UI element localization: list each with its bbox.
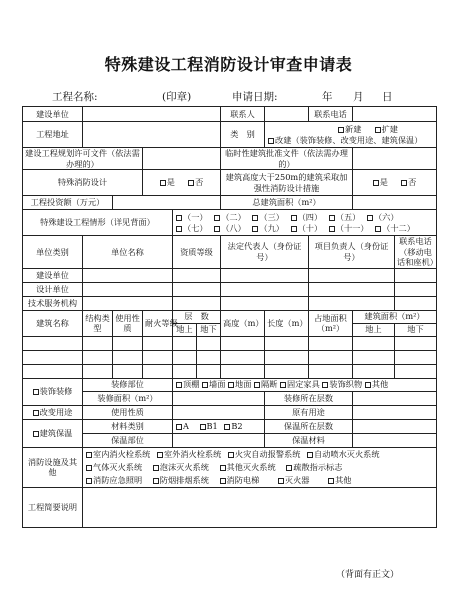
deco-other-checkbox[interactable] [365,382,371,388]
qualification-header: 资质等级 [173,236,221,269]
ins-part-field[interactable] [173,433,265,447]
area-above-header: 地上 [353,323,395,336]
foam-extinguish-checkbox[interactable] [153,465,159,471]
deco-part-label: 装修部位 [83,378,173,391]
build-unit-lead-field[interactable] [309,268,395,282]
gas-extinguish-label: 气体灭火系统 [93,461,143,472]
build-unit-rep-field[interactable] [221,268,309,282]
fabric-checkbox[interactable] [322,382,328,388]
fire-alarm-label: 火灾自动报警系统 [234,448,301,459]
special-yes-checkbox[interactable] [160,180,166,186]
cond-8-label: （八） [221,222,246,233]
floors-below-header: 地下 [197,323,221,336]
floor-area-header: 建筑面积（m²） [353,310,437,323]
cond-9-label: （九） [259,222,284,233]
build-unit-field[interactable] [83,107,221,122]
build-unit-qual-field[interactable] [173,268,221,282]
height-no-label: 否 [408,177,417,188]
structure-type-header: 结构类型 [83,310,113,336]
sprinkler-checkbox[interactable] [307,452,313,458]
bldg-name-header: 建筑名称 [23,310,83,336]
temp-permit-field[interactable] [353,148,437,170]
length-header: 长度（m） [265,310,309,336]
contact-phone-field[interactable] [353,107,437,122]
deco-other-label: 其他 [371,379,389,390]
floor-label: 地面 [235,379,252,390]
cond-12-label: （十二） [382,222,415,233]
emergency-light-label: 消防应急照明 [93,474,143,485]
floors-header: 层 数 [173,310,221,323]
material-cat-label: 材料类别 [83,419,173,433]
extinguisher-label: 灭火器 [284,474,310,485]
cond-7-checkbox[interactable] [176,226,182,232]
mat-b2-checkbox[interactable] [224,424,230,430]
design-unit-rep-field[interactable] [221,282,309,296]
brief-field[interactable] [83,487,437,527]
height-measure-options [353,170,437,196]
wall-label: 墙面 [209,379,226,390]
height-yes-checkbox[interactable] [373,180,379,186]
cond-7-label: （七） [183,222,208,233]
fire-rating-cell[interactable] [143,364,173,378]
fire-facilities-label: 消防设施及其他 [23,447,83,487]
ins-floor-field[interactable] [353,419,437,433]
cond-2-checkbox[interactable] [214,215,220,221]
tech-service-row-label: 技术服务机构 [23,296,83,310]
contact-phone-label: 联系电话 [309,107,353,122]
application-form [22,106,437,528]
evac-sign-label: 疏散指示标志 [293,461,343,472]
design-unit-phone-field[interactable] [395,282,437,296]
structure-type-cell[interactable] [83,350,113,364]
usage-nature-header: 使用性质 [113,310,143,336]
fire-facilities-options [83,447,437,487]
floors-above-header: 地上 [173,323,197,336]
deco-floor-label: 装修所在层数 [265,391,353,405]
cond-3-checkbox[interactable] [252,215,258,221]
height-yes-label: 是 [379,177,388,188]
page-title: 特殊建设工程消防设计审查申请表 [104,55,353,74]
cond-2-label: （二） [221,212,246,222]
height-measure-label: 建筑高度大于250m的建筑采取加强性消防设计措施 [221,170,353,196]
special-yes-label: 是 [166,177,175,188]
insulation-checkbox[interactable] [33,431,39,437]
mat-a-label: A [183,420,189,431]
address-label: 工程地址 [23,122,83,148]
footprint-header: 占地面积（m²） [309,310,353,336]
height-header: 高度（m） [221,310,265,336]
gas-extinguish-checkbox[interactable] [86,465,92,471]
situation-options [173,210,437,236]
furniture-label: 固定家具 [287,379,320,390]
temp-permit-label: 临时性建筑批准文件（依法需办理的） [221,148,353,170]
tech-service-qual-field[interactable] [173,296,221,310]
tech-service-name-field[interactable] [83,296,173,310]
bldg-name-cell[interactable] [23,336,83,350]
insulation-section [23,419,83,447]
mat-b1-checkbox[interactable] [200,424,206,430]
cond-1-label: （一） [183,212,208,222]
fac-other-checkbox[interactable] [328,478,334,484]
length-cell[interactable] [265,364,309,378]
cond-4-label: （四） [297,212,323,222]
height-cell[interactable] [221,336,265,350]
footprint-cell[interactable] [309,364,353,378]
change-use-checkbox[interactable] [33,410,39,416]
indoor-hydrant-label: 室内消火栓系统 [93,448,151,459]
contact-label: 联系人 [221,107,265,122]
legal-rep-header: 法定代表人（身份证号） [221,236,309,269]
length-cell[interactable] [265,350,309,364]
area-below-header: 地下 [395,323,437,336]
floors-above-cell[interactable] [173,336,197,350]
phone-header: 联系电话（移动电话和座机） [395,236,437,269]
total-area-field[interactable] [353,196,437,210]
mat-a-checkbox[interactable] [176,424,182,430]
tech-service-phone-field[interactable] [395,296,437,310]
situation-label: 特殊建设工程情形（详见背面） [23,210,173,236]
apply-date-label: 申请日期: [232,91,278,103]
brief-label: 工程简要说明 [23,487,83,527]
ceiling-checkbox[interactable] [176,382,182,388]
other-extinguish-checkbox[interactable] [220,465,226,471]
height-no-checkbox[interactable] [401,180,407,186]
floors-above-cell[interactable] [173,350,197,364]
investment-label: 工程投资额（万元） [23,196,113,210]
build-unit-name-field[interactable] [83,268,173,282]
fire-alarm-checkbox[interactable] [228,452,234,458]
change-use-label: 改变用途 [39,406,73,417]
special-design-label: 特殊消防设计 [23,170,143,196]
day-label: 日 [382,91,393,103]
height-cell[interactable] [221,350,265,364]
bldg-name-cell[interactable] [23,364,83,378]
cond-12-checkbox[interactable] [375,226,381,232]
length-cell[interactable] [265,336,309,350]
floors-above-cell[interactable] [173,364,197,378]
outdoor-hydrant-checkbox[interactable] [157,452,163,458]
deco-floor-field[interactable] [353,391,437,405]
build-unit-phone-field[interactable] [395,268,437,282]
contact-field[interactable] [265,107,309,122]
ins-material-label: 保温材料 [265,433,353,447]
new-label: 新建 [345,124,362,134]
smoke-exhaust-label: 防烟排烟系统 [159,474,209,485]
expand-label: 扩建 [381,124,398,134]
foam-extinguish-label: 泡沫灭火系统 [159,461,209,472]
use-nature-field[interactable] [173,405,265,419]
emergency-light-checkbox[interactable] [86,478,92,484]
insulation-label: 建筑保温 [39,427,73,438]
floor-checkbox[interactable] [228,382,234,388]
bldg-name-cell[interactable] [23,350,83,364]
original-use-field[interactable] [353,405,437,419]
floors-below-cell[interactable] [197,336,221,350]
decoration-section [23,378,83,405]
floors-below-cell[interactable] [197,364,221,378]
usage-nature-cell[interactable] [113,364,143,378]
renovate-label: 改建（装饰装修、改变用途、建筑保温） [275,134,423,145]
fire-rating-cell[interactable] [143,336,173,350]
wall-checkbox[interactable] [202,382,208,388]
structure-type-cell[interactable] [83,364,113,378]
month-label: 月 [353,91,364,103]
area-above-cell[interactable] [353,350,395,364]
new-checkbox[interactable] [338,127,344,133]
special-design-options [143,170,221,196]
fire-rating-cell[interactable] [143,350,173,364]
fire-elevator-label: 消防电梯 [226,474,260,485]
usage-nature-cell[interactable] [113,336,143,350]
smoke-exhaust-checkbox[interactable] [153,478,159,484]
area-below-cell[interactable] [395,350,437,364]
year-label: 年 [322,91,333,103]
structure-type-cell[interactable] [83,336,113,350]
cond-6-checkbox[interactable] [367,215,373,221]
back-page-note: （背面有正文） [336,570,400,580]
partition-label: 隔断 [261,379,278,390]
usage-nature-cell[interactable] [113,350,143,364]
permit-label: 建设工程规划许可文件（依法需办理的） [23,148,143,170]
ins-material-field[interactable] [353,433,437,447]
deco-part-options [173,378,437,391]
unit-name-header: 单位名称 [83,236,173,269]
unit-type-header: 单位类别 [23,236,83,269]
cond-5-label: （五） [335,212,361,222]
build-unit-label: 建设单位 [23,107,83,122]
build-unit-row-label: 建设单位 [23,268,83,282]
design-unit-lead-field[interactable] [309,282,395,296]
change-use-section [23,405,83,419]
cond-10-checkbox[interactable] [291,226,297,232]
special-no-checkbox[interactable] [188,180,194,186]
investment-field[interactable] [113,196,221,210]
material-cat-options [173,419,265,433]
design-unit-name-field[interactable] [83,282,173,296]
cond-5-checkbox[interactable] [329,215,335,221]
decoration-label: 装饰装修 [39,386,73,397]
area-above-cell[interactable] [353,364,395,378]
decoration-checkbox[interactable] [33,389,39,395]
address-field[interactable] [83,122,221,148]
cond-4-checkbox[interactable] [291,215,297,221]
cond-10-label: （十） [297,222,323,233]
mat-b1-label: B1 [206,420,218,431]
ins-floor-label: 保温所在层数 [265,419,353,433]
ins-part-label: 保温部位 [83,433,173,447]
tech-service-lead-field[interactable] [309,296,395,310]
expand-checkbox[interactable] [375,127,381,133]
floors-below-cell[interactable] [197,350,221,364]
category-label: 类 别 [221,122,265,148]
area-below-cell[interactable] [395,364,437,378]
fac-other-label: 其他 [335,474,352,485]
outdoor-hydrant-label: 室外消火栓系统 [163,448,222,459]
area-above-cell[interactable] [353,336,395,350]
design-unit-qual-field[interactable] [173,282,221,296]
category-options [265,122,437,148]
footprint-cell[interactable] [309,350,353,364]
cond-11-label: （十一） [335,222,369,233]
original-use-label: 原有用途 [265,405,353,419]
height-cell[interactable] [221,364,265,378]
footprint-cell[interactable] [309,336,353,350]
cond-3-label: （三） [259,212,284,222]
furniture-checkbox[interactable] [280,382,286,388]
permit-field[interactable] [143,148,221,170]
use-nature-label: 使用性质 [83,405,173,419]
extinguisher-checkbox[interactable] [278,478,284,484]
cond-11-checkbox[interactable] [329,226,335,232]
fire-rating-header: 耐火等级 [143,310,173,336]
deco-area-field[interactable] [173,391,265,405]
ceiling-label: 顶棚 [183,379,200,390]
other-extinguish-label: 其他灭火系统 [226,461,276,472]
area-below-cell[interactable] [395,336,437,350]
seal-label: (印章) [162,91,192,103]
fabric-label: 装饰织物 [329,379,363,390]
special-no-label: 否 [195,177,204,188]
sprinkler-label: 自动喷水灭火系统 [314,448,380,459]
cond-9-checkbox[interactable] [252,226,258,232]
evac-sign-checkbox[interactable] [286,465,292,471]
cond-1-checkbox[interactable] [176,215,182,221]
fire-elevator-checkbox[interactable] [220,478,226,484]
indoor-hydrant-checkbox[interactable] [86,452,92,458]
cond-8-checkbox[interactable] [214,226,220,232]
design-unit-row-label: 设计单位 [23,282,83,296]
project-lead-header: 项目负责人（身份证号） [309,236,395,269]
deco-area-label: 装修面积（m²） [83,391,173,405]
cond-6-label: （六） [373,212,399,222]
tech-service-rep-field[interactable] [221,296,309,310]
mat-b2-label: B2 [231,420,243,431]
partition-checkbox[interactable] [254,382,260,388]
renovate-checkbox[interactable] [268,138,274,144]
total-area-label: 总建筑面积（m²） [221,196,353,210]
project-name-label: 工程名称: [52,91,98,103]
